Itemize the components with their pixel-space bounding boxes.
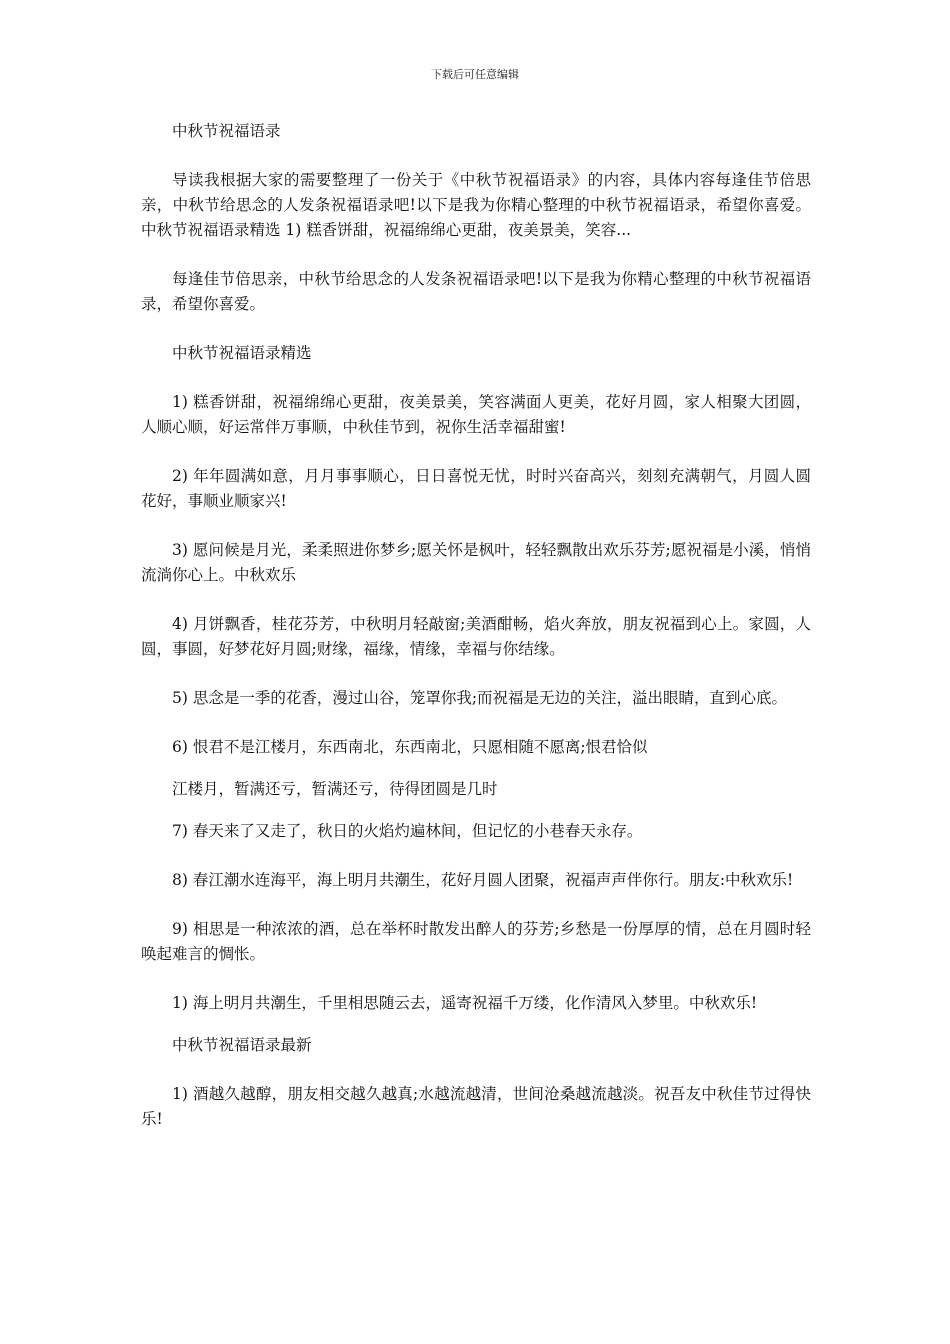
list-item: 1) 海上明月共潮生，千里相思随云去，遥寄祝福千万缕，化作清风入梦里。中秋欢乐! [172, 994, 758, 1012]
section-title-selected: 中秋节祝福语录精选 [172, 344, 312, 362]
document-title: 中秋节祝福语录 [172, 122, 281, 140]
list-item: 8) 春江潮水连海平，海上明月共潮生，花好月圆人团聚，祝福声声伴你行。朋友:中秋欢乐! [172, 871, 794, 889]
summary-paragraph: 每逢佳节倍思亲，中秋节给思念的人发条祝福语录吧!以下是我为你精心整理的中秋节祝福语录，希望你喜爱。 [141, 270, 811, 313]
list-item: 5) 思念是一季的花香，漫过山谷，笼罩你我;而祝福是无边的关注，溢出眼睛，直到心底。 [172, 689, 788, 707]
list-item: 4) 月饼飘香，桂花芬芳，中秋明月轻敲窗;美酒酣畅，焰火奔放，朋友祝福到心上。家圆，人圆，事圆，好梦花好月圆;财缘，福缘，情缘，幸福与你结缘。 [141, 615, 811, 658]
section-title-latest: 中秋节祝福语录最新 [172, 1036, 312, 1054]
page-header-watermark: 下载后可任意编辑 [431, 68, 519, 81]
list-item: 3) 愿问候是月光，柔柔照进你梦乡;愿关怀是枫叶，轻轻飘散出欢乐芬芳;愿祝福是小溪，悄悄流淌你心上。中秋欢乐 [141, 541, 811, 584]
list-item-continuation: 江楼月，暂满还亏，暂满还亏，待得团圆是几时 [172, 780, 498, 798]
list-item: 1) 糕香饼甜，祝福绵绵心更甜，夜美景美，笑容满面人更美，花好月圆，家人相聚大团圆，人顺心顺，好运常伴万事顺，中秋佳节到，祝你生活幸福甜蜜! [141, 393, 811, 436]
intro-paragraph: 导读我根据大家的需要整理了一份关于《中秋节祝福语录》的内容，具体内容每逢佳节倍思亲，中秋节给思念的人发条祝福语录吧!以下是我为你精心整理的中秋节祝福语录，希望你喜爱。中秋节祝福语录精选 1) 糕香饼甜，祝福绵绵心更甜，夜美景美，笑容... [141, 171, 811, 239]
list-item: 2) 年年圆满如意，月月事事顺心，日日喜悦无忧，时时兴奋高兴，刻刻充满朝气，月圆人圆花好，事顺业顺家兴! [141, 467, 811, 510]
document-body [141, 119, 811, 1156]
list-item: 1) 酒越久越醇，朋友相交越久越真;水越流越清，世间沧桑越流越淡。祝吾友中秋佳节过得快乐! [141, 1085, 811, 1128]
list-item: 9) 相思是一种浓浓的酒，总在举杯时散发出醉人的芬芳;乡愁是一份厚厚的情，总在月圆时轻唤起难言的惆怅。 [141, 920, 811, 963]
list-item: 7) 春天来了又走了，秋日的火焰灼遍林间，但记忆的小巷春天永存。 [172, 822, 643, 840]
list-item: 6) 恨君不是江楼月，东西南北，东西南北，只愿相随不愿离;恨君恰似 [172, 738, 648, 756]
